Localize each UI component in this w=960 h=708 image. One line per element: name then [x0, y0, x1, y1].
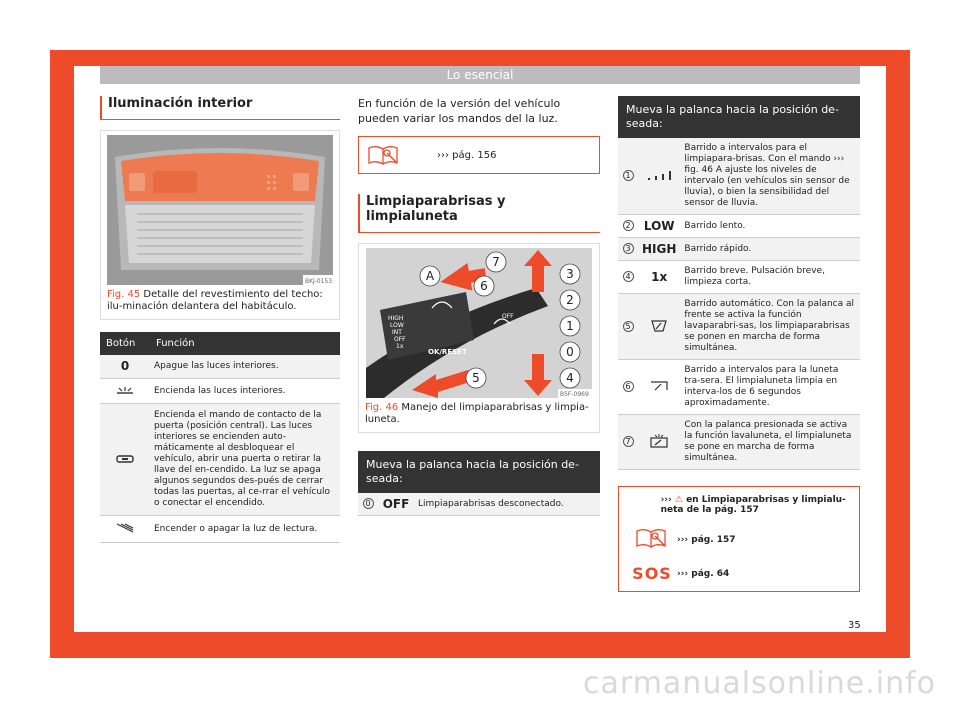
table-cell-text: Con la palanca presionada se activa la función lavaluneta, el limpialuneta se pone en marcha de forma simultánea.	[680, 415, 860, 470]
figure-caption-text: Detalle del revestimiento del techo: ilu-minación delantera del habitáculo.	[107, 289, 323, 312]
table-cell-text: Encender o apagar la luz de lectura.	[150, 516, 340, 543]
table-header-button: Botón	[100, 332, 150, 355]
warning-triangle-icon: ⚠	[674, 495, 683, 505]
watermark: carmanualsonline.info	[0, 660, 960, 708]
table-header-function: Función	[150, 332, 340, 355]
door-contact-icon	[100, 404, 150, 516]
figure-46-caption	[365, 398, 593, 426]
callout-5: 5	[472, 371, 480, 385]
callout-6: 6	[480, 279, 488, 293]
stalk-label-1x: 1x	[396, 343, 404, 350]
stalk-label-low: LOW	[390, 322, 404, 329]
table-row	[618, 294, 860, 360]
reference-arrows: ›››	[660, 495, 675, 505]
wiper-position-table-middle	[358, 493, 600, 516]
table-cell-text: Barrido rápido.	[680, 238, 860, 261]
callout-2: 2	[566, 293, 574, 307]
callout-4: 4	[566, 371, 574, 385]
figure-code: B5F-0969	[560, 391, 589, 398]
reference-link[interactable]: en Limpiaparabrisas y limpialu-neta de la pág. 157	[660, 495, 846, 515]
table-cell-text: Barrido a intervalos para la luneta tra-sera. El limpialuneta limpia en interva-los de 6 segundos aproximadamente.	[680, 360, 860, 415]
table-row	[618, 215, 860, 238]
position-number: 1	[623, 170, 634, 181]
book-wrench-icon	[367, 144, 401, 166]
interior-light-table	[100, 332, 340, 543]
rear-off-label: OFF	[502, 313, 514, 320]
reference-box	[358, 136, 600, 174]
reading-light-icon	[100, 516, 150, 543]
ceiling-light-image	[107, 135, 333, 285]
reference-row	[627, 564, 851, 583]
position-number: 3	[623, 243, 634, 254]
book-wrench-icon	[635, 527, 669, 549]
table-row	[100, 355, 340, 379]
figure-45	[100, 130, 340, 320]
table-row	[100, 516, 340, 543]
reference-link[interactable]: ››› pág. 157	[677, 534, 736, 545]
wiper-stalk-image	[365, 248, 593, 398]
table-cell-text: Limpiaparabrisas desconectado.	[414, 493, 600, 516]
callout-7: 7	[492, 255, 500, 269]
table-row	[618, 360, 860, 415]
stalk-label-high: HIGH	[388, 315, 404, 322]
position-number: 5	[623, 321, 634, 332]
reference-row	[627, 495, 851, 515]
one-x-icon: 1x	[638, 261, 680, 294]
rear-washer-icon	[638, 415, 680, 470]
auto-wipe-icon	[638, 294, 680, 360]
lever-position-heading: Mueva la palanca hacia la posición de-seada:	[358, 451, 600, 493]
reference-page-link[interactable]: ››› pág. 156	[437, 149, 497, 161]
table-cell-text: Encienda las luces interiores.	[150, 379, 340, 404]
interior-light-icon	[100, 379, 150, 404]
page-number: 35	[848, 620, 861, 631]
stalk-label-int: INT	[392, 329, 402, 336]
chapter-header: Lo esencial	[100, 66, 860, 84]
reference-link[interactable]: ››› pág. 64	[677, 568, 730, 579]
reference-row	[627, 527, 851, 552]
position-number: 0	[363, 498, 374, 509]
figure-label: Fig. 45	[107, 289, 141, 300]
position-number: 2	[623, 220, 634, 231]
position-number: 6	[623, 381, 634, 392]
high-icon: HIGH	[638, 238, 680, 261]
callout-1: 1	[566, 319, 574, 333]
figure-45-caption	[107, 285, 333, 313]
stalk-reset-label: OK/RESET	[428, 348, 467, 356]
table-cell-text: Barrido lento.	[680, 215, 860, 238]
table-row	[100, 379, 340, 404]
table-row	[618, 415, 860, 470]
interval-icon	[638, 138, 680, 215]
table-cell-text: Barrido automático. Con la palanca al frente se activa la función lavaparabri-sas, los limpiaparabrisas se ponen en marcha de forma simultánea.	[680, 294, 860, 360]
figure-code: BKJ-0153	[305, 278, 333, 285]
position-number: 4	[623, 271, 634, 282]
table-row	[618, 261, 860, 294]
off-icon: OFF	[378, 493, 414, 516]
intro-text: En función de la versión del vehículo pueden variar los mandos del la luz.	[358, 97, 561, 125]
right-column	[618, 96, 860, 592]
table-cell-text: Barrido a intervalos para el limpiapara-brisas. Con el mando ››› fig. 46 A ajuste los niveles de intervalo (en vehículos sin sensor de lluvia), o bien la sensibilidad del sensor de lluvia.	[680, 138, 860, 215]
section-title-wipers: Limpiaparabrisas y limpialuneta	[358, 194, 600, 233]
table-cell-text: Barrido breve. Pulsación breve, limpieza corta.	[680, 261, 860, 294]
rear-wiper-icon	[638, 360, 680, 415]
figure-caption-text: Manejo del limpiaparabrisas y limpia-luneta.	[365, 402, 589, 425]
sos-icon: SOS	[632, 564, 672, 583]
table-row	[618, 238, 860, 261]
table-row	[358, 493, 600, 516]
zero-icon: 0	[100, 355, 150, 379]
stalk-label-off: OFF	[394, 336, 406, 343]
section-title-interior-lighting: Iluminación interior	[100, 96, 340, 120]
callout-A: A	[425, 269, 435, 283]
cross-references	[618, 486, 860, 592]
figure-46	[358, 243, 600, 433]
middle-column	[358, 96, 600, 516]
table-row	[618, 138, 860, 215]
wiper-position-table-right	[618, 138, 860, 470]
callout-0: 0	[566, 345, 574, 359]
table-cell-text: Encienda el mando de contacto de la puerta (posición central). Las luces interiores se encienden auto-máticamente al desbloquear el vehículo, abrir una puerta o retirar la llave del en-cendido. La luz se apaga algunos segundos des-pués de cerrar todas las puertas, al ce-rrar el vehículo o conectar el encendido.	[150, 404, 340, 516]
position-number: 7	[623, 436, 634, 447]
callout-3: 3	[566, 267, 574, 281]
low-icon: LOW	[638, 215, 680, 238]
table-row	[100, 404, 340, 516]
left-column	[100, 96, 340, 543]
lever-position-heading: Mueva la palanca hacia la posición de-seada:	[618, 96, 860, 138]
table-cell-text: Apague las luces interiores.	[150, 355, 340, 379]
figure-label: Fig. 46	[365, 402, 399, 413]
